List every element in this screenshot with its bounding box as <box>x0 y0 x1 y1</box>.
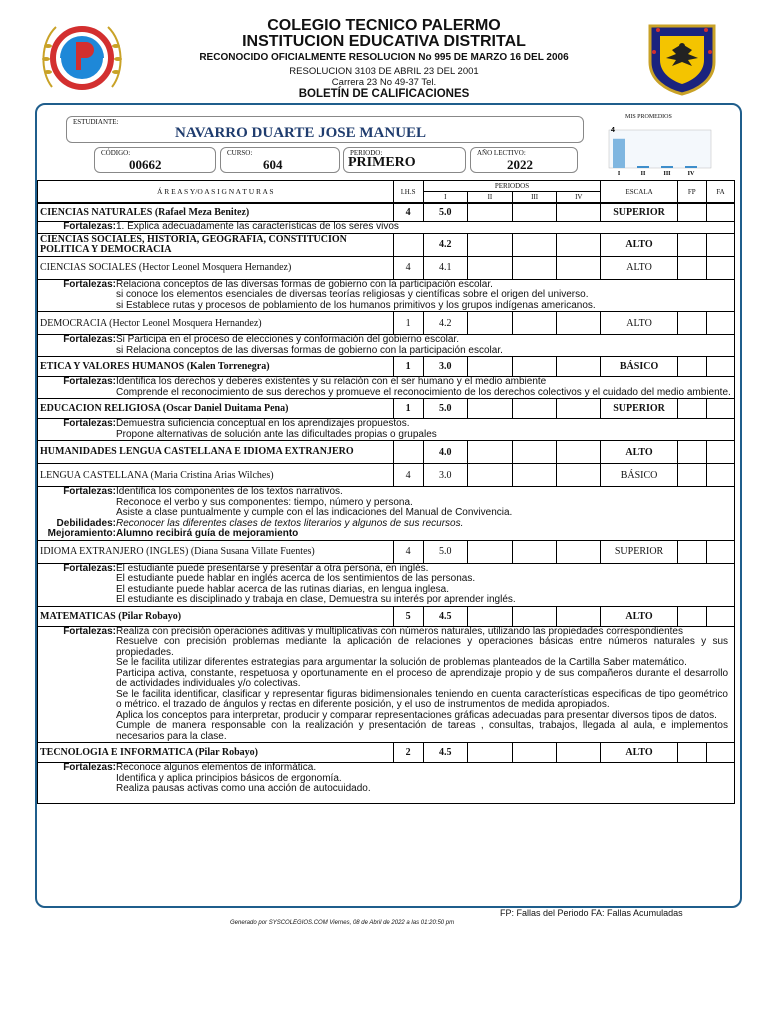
fortalezas-label: Fortalezas: <box>63 486 116 497</box>
course-label: CURSO: <box>227 149 253 157</box>
period-box <box>343 147 466 173</box>
strengths-text: Realiza con precisión operaciones aditivas y multiplicativas con números naturales, utilizando las propiedades correspondientes Resuelve con precisión problemas mediante la aplicación de relaciones y operaciones básicas entre números naturales y sus propiedades. Se le facilita utilizar diferentes estrategias para argumentar la solución de problemas planteados de la Cartilla Saber matemático. Participa activa, constante, respetuosa y oportunamente en el proceso de aprendizaje propio y de sus compañeros durante el desarrollo de actividades individuales y/o colectivas. Se le facilita identificar, clasificar y representar figuras bidimensionales teniendo en cuenta características especificas de tipo geométrico o métrico. el trazado de ángulos y rectas en diferente posición, y el uso de instrumentos de medida apropiados. Aplica los conceptos para interpretar, producir y comparar representaciones gráficas adecuadas para presentar diversos tipos de datos. Cumple de manera responsable con la realización y presentación de tareas , consultas, trabajos, llegada al aula, e implementos necesarios para la clase. <box>116 625 728 742</box>
col-escala: ESCALA <box>601 181 677 203</box>
promedio-bar <box>685 166 697 168</box>
col-ihs: I.H.S <box>393 181 423 203</box>
student-name-box <box>66 116 584 143</box>
subject-name: EDUCACION RELIGIOSA (Oscar Daniel Duitama Pena) <box>38 399 394 419</box>
generated-note: Generado por SYSCOLEGIOS.COM Viernes, 08 de Abril de 2022 a las 01:20:50 pm <box>230 920 455 926</box>
fortalezas-label: Fortalezas: <box>63 625 116 637</box>
col-areas: Á R E A S Y/O A S I G N A T U R A S <box>38 181 394 203</box>
student-name: NAVARRO DUARTE JOSE MANUEL <box>175 125 427 141</box>
subject-p1: 3.0 <box>423 464 467 487</box>
strengths-row <box>38 279 735 312</box>
subject-row <box>38 312 735 335</box>
subject-ihs: 1 <box>393 399 423 419</box>
subject-row <box>38 464 735 487</box>
improvement-text: Alumno recibirá guía de mejoramiento <box>116 528 299 539</box>
subject-row <box>38 606 735 626</box>
promedio-tick-label: II <box>640 171 646 176</box>
subject-row <box>38 743 735 763</box>
area-escala: ALTO <box>601 233 677 256</box>
strengths-row <box>38 487 735 541</box>
recognition-line: RECONOCIDO OFICIALMENTE RESOLUCION No 995 DE MARZO 16 DEL 2006 <box>199 52 569 63</box>
strengths-row <box>38 563 735 606</box>
area-p1: 4.0 <box>423 441 467 464</box>
promedio-tick-label: IV <box>687 171 695 176</box>
subject-row <box>38 204 735 222</box>
strengths-text: Demuestra suficiencia conceptual en los aprendizajes propuestos. Propone alternativas de solución ante las dificultades propias o grupales <box>116 418 437 440</box>
subject-p1: 5.0 <box>423 399 467 419</box>
strengths-text: Si Participa en el proceso de elecciones y conformación del gobierno escolar. si Relaciona conceptos de las diversas formas de gobierno con la participación escolar. <box>116 334 503 356</box>
promedio-bar <box>637 166 649 168</box>
period-label: PERIODO: <box>350 149 383 157</box>
subject-escala: SUPERIOR <box>601 204 677 222</box>
subject-p1: 4.2 <box>423 312 467 335</box>
subject-name: DEMOCRACIA (Hector Leonel Mosquera Hernandez) <box>38 312 394 335</box>
subject-row <box>38 399 735 419</box>
subject-p1: 3.0 <box>423 357 467 377</box>
subject-name: LENGUA CASTELLANA (Maria Cristina Arias Wilches) <box>38 464 394 487</box>
year-label: AÑO LECTIVO: <box>477 149 526 157</box>
promedio-bar <box>613 139 625 168</box>
promedio-tick-label: I <box>617 171 621 176</box>
area-p1: 4.2 <box>423 233 467 256</box>
weaknesses-text: Reconocer las diferentes clases de textos literarios y algunos de sus recursos. <box>116 517 464 529</box>
resolution-line: RESOLUCION 3103 DE ABRIL 23 DEL 2001 <box>289 66 479 77</box>
subject-name: ETICA Y VALORES HUMANOS (Kalen Torrenegra) <box>38 357 394 377</box>
subject-escala: BÁSICO <box>601 357 677 377</box>
subject-escala: BÁSICO <box>601 464 677 487</box>
code-label: CÓDIGO: <box>101 149 131 157</box>
area-row <box>38 233 735 256</box>
promedios-chart <box>603 120 715 176</box>
subject-name: CIENCIAS NATURALES (Rafael Meza Benitez) <box>38 204 394 222</box>
fortalezas-label: Fortalezas: <box>63 762 116 773</box>
strengths-text: Reconoce algunos elementos de informática. Identifica y aplica principios básicos de ergonomía. Realiza pausas activas como una acción de autocuidado. <box>116 762 371 794</box>
year-box <box>470 147 578 173</box>
subject-ihs: 1 <box>393 357 423 377</box>
code-value: 00662 <box>129 157 162 172</box>
subject-p1: 5.0 <box>423 540 467 563</box>
col-period-i: I <box>423 192 467 203</box>
promedio-bar <box>661 166 673 168</box>
col-periodos: PERIODOS <box>423 181 601 192</box>
col-period-iii: III <box>513 192 557 203</box>
institution-name: INSTITUCION EDUCATIVA DISTRITAL <box>242 33 526 50</box>
subject-ihs: 5 <box>393 606 423 626</box>
subject-escala: SUPERIOR <box>601 540 677 563</box>
subject-ihs: 4 <box>393 540 423 563</box>
chart-value-label: 4 <box>611 127 615 134</box>
subject-escala: ALTO <box>601 743 677 763</box>
subject-name: MATEMATICAS (Pilar Robayo) <box>38 606 394 626</box>
debilidades-label: Debilidades: <box>56 517 116 529</box>
subject-p1: 4.5 <box>423 606 467 626</box>
col-fp: FP <box>677 181 706 203</box>
strengths-row <box>38 335 735 357</box>
area-name: HUMANIDADES LENGUA CASTELLANA E IDIOMA EXTRANJERO <box>38 441 394 464</box>
col-period-ii: II <box>467 192 512 203</box>
subject-escala: SUPERIOR <box>601 399 677 419</box>
subject-ihs: 4 <box>393 256 423 279</box>
strengths-text: Identifica los componentes de los textos narrativos. Reconoce el verbo y sus componentes: tiempo, número y persona. Asiste a clase puntualmente y cumple con el las indicaciones del Manual de Convivencia. <box>116 486 513 518</box>
period-value: PRIMERO <box>348 155 416 170</box>
area-name: CIENCIAS SOCIALES, HISTORIA, GEOGRAFIA, CONSTITUCION POLITICA Y DEMOCRACIA <box>38 233 394 256</box>
subject-p1: 4.5 <box>423 743 467 763</box>
student-label: ESTUDIANTE: <box>73 118 119 126</box>
strengths-text: Identifica los derechos y deberes existentes y su relación con el ser humano y el medio ambiente Comprende el reconocimiento de sus derechos y promueve el reconocimiento de los derechos colectivos y el cuidado del medio ambiente. <box>116 376 731 398</box>
fortalezas-label: Fortalezas: <box>63 278 116 290</box>
subject-row <box>38 256 735 279</box>
strengths-text: 1. Explica adecuadamente las características de los seres vivos <box>116 221 399 232</box>
fortalezas-label: Fortalezas: <box>63 562 116 574</box>
strengths-text: Relaciona conceptos de las diversas formas de gobierno con la participación escolar. si conoce los elementos esenciales de diversas teorías religiosas y científicas sobre el origen del universo. si Establece rutas y procesos de poblamiento de los humanos primitivos y los grupos indígenas americanos. <box>116 278 596 311</box>
strengths-row <box>38 626 735 743</box>
subject-ihs: 1 <box>393 312 423 335</box>
col-fa: FA <box>706 181 734 203</box>
strengths-row <box>38 377 735 399</box>
course-value: 604 <box>263 157 283 172</box>
grades-header-table <box>37 180 735 203</box>
subject-name: TECNOLOGIA E INFORMATICA (Pilar Robayo) <box>38 743 394 763</box>
document-title: BOLETÍN DE CALIFICACIONES <box>298 88 470 100</box>
mejoramiento-label: Mejoramiento: <box>47 528 116 539</box>
code-box <box>94 147 216 173</box>
promedio-tick-label: III <box>663 171 671 176</box>
subject-p1: 4.1 <box>423 256 467 279</box>
subject-escala: ALTO <box>601 606 677 626</box>
year-value: 2022 <box>507 157 533 172</box>
strengths-row <box>38 222 735 234</box>
grades-table <box>37 203 735 804</box>
fortalezas-label: Fortalezas: <box>63 334 116 345</box>
strengths-text: El estudiante puede presentarse y presentar a otra persona, en inglés. El estudiante puede hablar en inglés acerca de los sentimientos de las personas. El estudiante puede hablar acerca de las rutinas diarias, en lengua inglesa. El estudiante es disciplinado y trabaja en clase, Demuestra su interés por aprender inglés. <box>116 562 516 605</box>
subject-name: CIENCIAS SOCIALES (Hector Leonel Mosquera Hernandez) <box>38 256 394 279</box>
address-line: Carrera 23 No 49-37 Tel. <box>331 77 437 88</box>
col-period-iv: IV <box>557 192 601 203</box>
fortalezas-label: Fortalezas: <box>63 376 116 387</box>
subject-escala: ALTO <box>601 312 677 335</box>
strengths-row <box>38 763 735 804</box>
strengths-row <box>38 419 735 441</box>
subject-escala: ALTO <box>601 256 677 279</box>
subject-row <box>38 357 735 377</box>
subject-name: IDIOMA EXTRANJERO (INGLES) (Diana Susana Villate Fuentes) <box>38 540 394 563</box>
area-escala: ALTO <box>601 441 677 464</box>
fortalezas-label: Fortalezas: <box>63 221 116 232</box>
subject-ihs: 4 <box>393 204 423 222</box>
area-row <box>38 441 735 464</box>
promedios-title: MIS PROMEDIOS <box>625 114 672 120</box>
fortalezas-label: Fortalezas: <box>63 418 116 429</box>
subject-row <box>38 540 735 563</box>
subject-p1: 5.0 <box>423 204 467 222</box>
subject-ihs: 4 <box>393 464 423 487</box>
school-name: COLEGIO TECNICO PALERMO <box>267 17 501 34</box>
absence-legend: FP: Fallas del Periodo FA: Fallas Acumuladas <box>500 908 683 918</box>
subject-ihs: 2 <box>393 743 423 763</box>
course-box <box>220 147 340 173</box>
